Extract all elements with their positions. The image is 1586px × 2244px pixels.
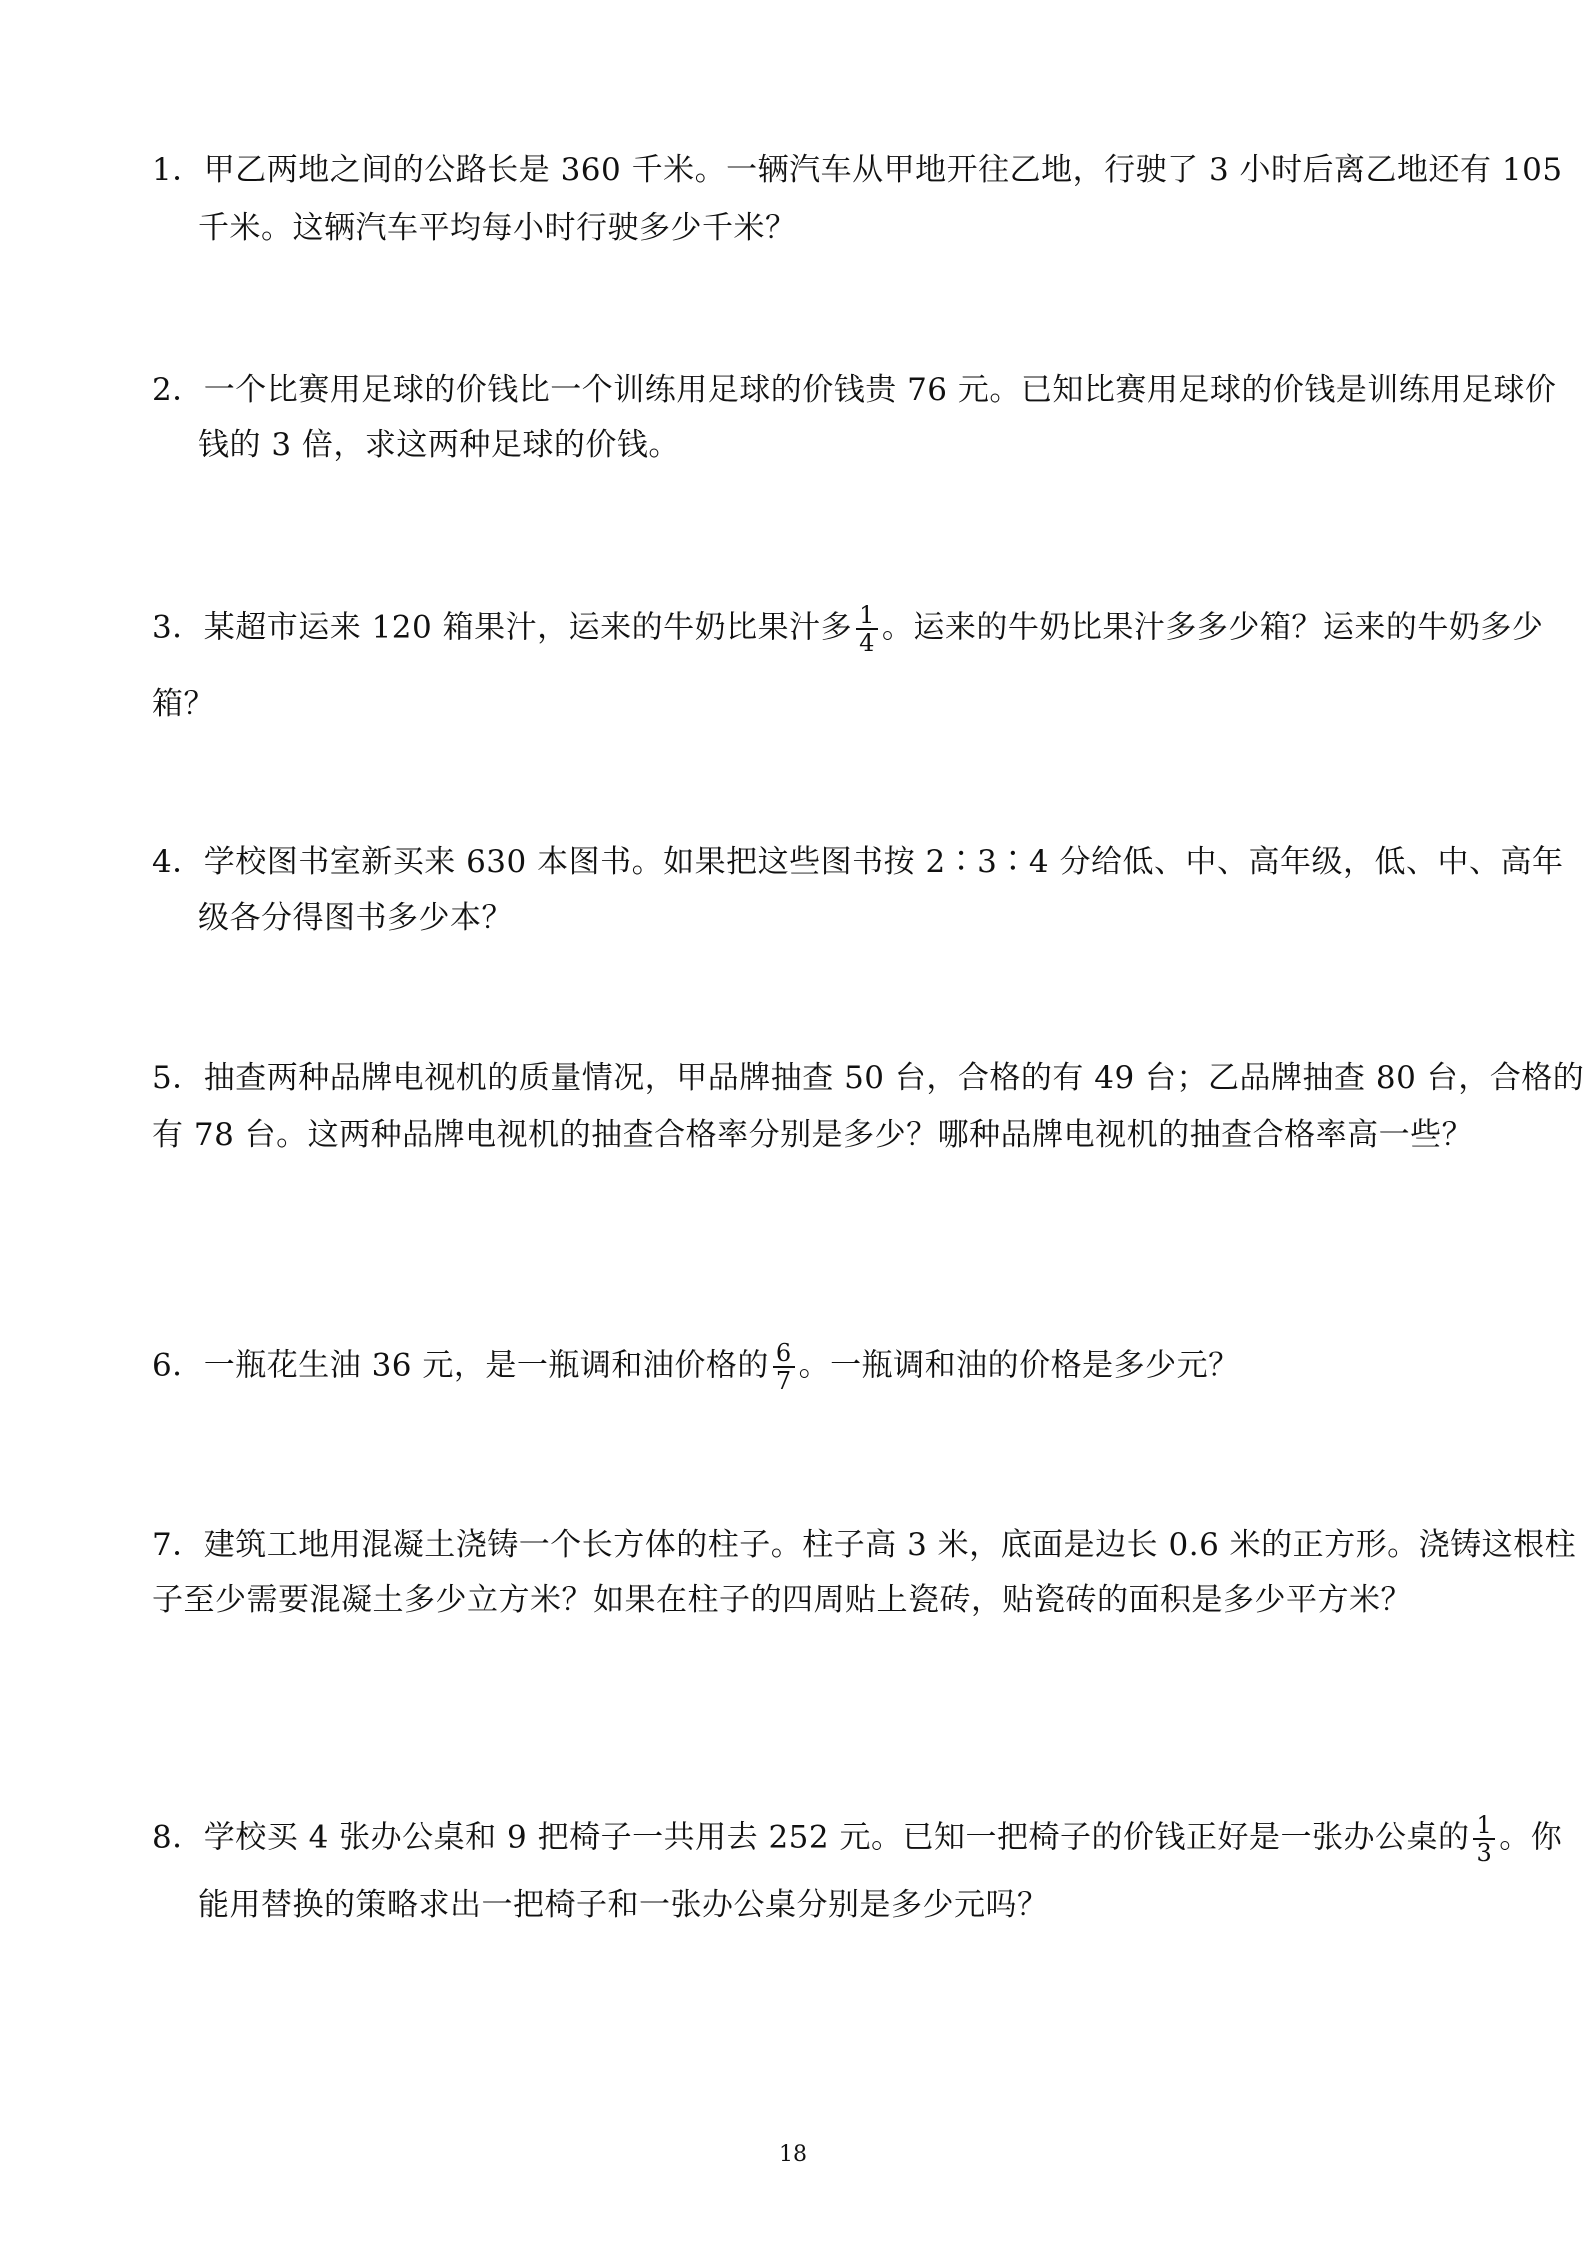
problem-2-line-1	[152, 370, 1556, 410]
problem-3-line-1	[152, 602, 1543, 656]
problem-1-line-1	[152, 150, 1563, 190]
problem-6-fraction-numerator: 6	[773, 1340, 795, 1368]
problem-1-text-line-2: 千米。这辆汽车平均每小时行驶多少千米？	[198, 210, 797, 246]
problem-6-fraction	[773, 1340, 795, 1394]
problem-7-line-1	[152, 1525, 1576, 1565]
problem-6-text-before-fraction: 一瓶花生油 36 元，是一瓶调和油价格的	[203, 1347, 769, 1384]
problem-1-number: 1．	[152, 152, 204, 188]
problem-3-fraction-numerator: 1	[856, 602, 878, 630]
problem-3-text-before-fraction: 某超市运来 120 箱果汁，运来的牛奶比果汁多	[203, 609, 853, 646]
problem-3-fraction	[856, 602, 878, 656]
problem-2-text-line-2: 钱的 3 倍，求这两种足球的价钱。	[198, 427, 680, 463]
problem-5-number: 5．	[152, 1060, 204, 1096]
problem-2-number: 2．	[152, 372, 204, 408]
problem-5-text-line-2: 有 78 台。这两种品牌电视机的抽查合格率分别是多少？哪种品牌电视机的抽查合格率高一些？	[152, 1117, 1474, 1153]
problem-4-line-1	[152, 842, 1564, 882]
problem-3-number: 3．	[152, 609, 204, 646]
problem-2-text-line-1: 一个比赛用足球的价钱比一个训练用足球的价钱贵 76 元。已知比赛用足球的价钱是训练用足球价	[203, 372, 1557, 408]
problem-7-line-2	[152, 1580, 1412, 1620]
problem-1-line-2	[198, 208, 797, 248]
problem-6-line-1	[152, 1340, 1240, 1394]
page-number: 18	[779, 2142, 807, 2167]
problem-7-text-line-2: 子至少需要混凝土多少立方米？如果在柱子的四周贴上瓷砖，贴瓷砖的面积是多少平方米？	[152, 1582, 1412, 1618]
problem-2-line-2	[198, 425, 680, 465]
problem-6-text-after-fraction: 。一瓶调和油的价格是多少元？	[798, 1347, 1240, 1384]
problem-8-text-before-fraction: 学校买 4 张办公桌和 9 把椅子一共用去 252 元。已知一把椅子的价钱正好是一张办公桌的	[203, 1819, 1470, 1856]
problem-3-text-after-fraction: 。运来的牛奶比果汁多多少箱？运来的牛奶多少	[881, 609, 1544, 646]
problem-1-text-line-1: 甲乙两地之间的公路长是 360 千米。一辆汽车从甲地开往乙地，行驶了 3 小时后离乙地还有 105	[203, 152, 1563, 188]
problem-8-fraction-denominator: 3	[1476, 1839, 1493, 1867]
problem-3-text-line-2: 箱？	[152, 686, 215, 722]
problem-7-number: 7．	[152, 1527, 204, 1563]
problem-4-line-2	[198, 898, 513, 938]
problem-5-line-1	[152, 1058, 1584, 1098]
problem-8-line-2	[198, 1885, 1049, 1925]
problem-8-text-line-2: 能用替换的策略求出一把椅子和一张办公桌分别是多少元吗？	[198, 1887, 1049, 1923]
problem-8-text-after-fraction: 。你	[1499, 1819, 1563, 1856]
problem-8-line-1	[152, 1812, 1562, 1866]
problem-4-text-line-1: 学校图书室新买来 630 本图书。如果把这些图书按 2∶3∶4 分给低、中、高年级，低、中、高年	[203, 844, 1564, 880]
problem-3-line-2	[152, 684, 215, 724]
problem-3-fraction-denominator: 4	[859, 629, 875, 657]
problem-4-text-line-2: 级各分得图书多少本？	[198, 900, 513, 936]
problem-5-text-line-1: 抽查两种品牌电视机的质量情况，甲品牌抽查 50 台，合格的有 49 台；乙品牌抽查 80 台，合格的	[203, 1060, 1585, 1096]
problem-8-number: 8．	[152, 1819, 204, 1856]
problem-7-text-line-1: 建筑工地用混凝土浇铸一个长方体的柱子。柱子高 3 米，底面是边长 0.6 米的正方形。浇铸这根柱	[203, 1527, 1577, 1563]
problem-6-number: 6．	[152, 1347, 204, 1384]
problem-4-number: 4．	[152, 844, 204, 880]
problem-8-fraction-numerator: 1	[1473, 1812, 1495, 1840]
problem-8-fraction	[1473, 1812, 1495, 1866]
problem-5-line-2	[152, 1115, 1473, 1155]
problem-6-fraction-denominator: 7	[775, 1367, 792, 1395]
